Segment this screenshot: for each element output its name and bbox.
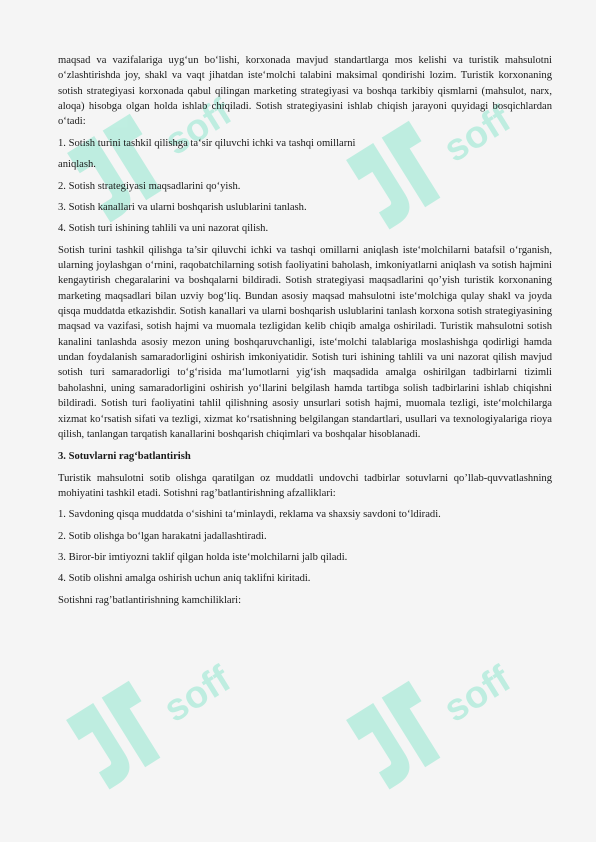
strategy-stage-1-line-1: 1. Sotish turini tashkil qilishga ta‘sir qiluvchi ichki va tashqi omillarni bbox=[58, 137, 356, 149]
advantages-list bbox=[58, 507, 552, 586]
watermark-instance bbox=[66, 635, 245, 789]
watermark-text: soff bbox=[157, 91, 240, 164]
disadvantages-heading: Sotishni rag’batlantirishning kamchiliklari: bbox=[58, 594, 242, 606]
promotion-paragraph: Turistik mahsulotni sotib olishga qaratilgan oz muddatli undovchi tadbirlar sotuvlarni qo’llab-quvvatlashning mohiyatini tashkil etadi. Sotishni rag’batlantirishning afzalliklari: bbox=[58, 472, 552, 499]
strategy-stage-4: 4. Sotish turi ishining tahlili va uni nazorat qilish. bbox=[58, 223, 269, 235]
soff-logo-mark bbox=[346, 681, 452, 790]
strategy-stage-3: 3. Sotish kanallari va ularni boshqarish uslublarini tanlash. bbox=[58, 201, 307, 213]
strategy-stages-list bbox=[58, 136, 552, 237]
watermark-instance bbox=[346, 635, 525, 789]
strategy-stage-2: 2. Sotish strategiyasi maqsadlarini qo‘yish. bbox=[58, 180, 241, 192]
advantage-item-4: 4. Sotib olishni amalga oshirish uchun aniq taklifni kiritadi. bbox=[58, 573, 311, 585]
intro-paragraph: maqsad va vazifalariga uyg‘un bo‘lishi, korxonada mavjud standartlarga mos kelishi va turistik mahsulotni o‘zlashtirishda joy, shakl va vaqt jihatdan iste‘molchi talabini maksimal qondirishi lozim. Turistik korxonaning sotish strategiyasi korxonada qabul qilingan marketing strategiyasi va boshqa tarkibiy qismlarni (mahsulot, narx, aloqa) hisobga olgan holda ishlab chiqiladi. Sotish strategiyasini ishlab chiqish jarayoni quyidagi bosqichlardan o‘tadi: bbox=[58, 55, 552, 128]
analysis-paragraph: Sotish turini tashkil qilishga ta’sir qiluvchi ichki va tashqi omillarni aniqlash iste‘molchilarni batafsil o‘rganish, ularning joylashgan o‘rnini, raqobatchilarning sotish faoliyatini baholash, imkoniyatlarni aniqlash va sotish hajmini kengaytirish chegaralarini va boshqalarni bildiradi. Sotish strategiyasi maqsadlarini qo’yish turistik korxonaning marketing maqsadlari bilan uzviy bog‘liq. Bundan asosiy maqsad mahsulotni iste‘molchiga qulay shakl va joyda qisqa muddatda etkazishdir. Sotish kanallari va ularni boshqarish uslublarini tanlash korxona sotish strategiyasining maqsad va vazifasi, sotish hajmi va muomala tezligidan kelib chiqib amalga oshiriladi. Turistik mahsulotni sotish kanalini tanlashda asosiy mezon uning boshqaruvchanligi, iste‘molchi talablariga moslashishga qodirligi hamda undan foydalanish samaradorligini oshirish imkoniyatidir. Sotish turi ishining tahlili va uni nazorat qilish mavjud sotish turi samaradorligi to‘g‘risida ma‘lumotlarni yig‘ish maqsadida amalga oshirilgan tadbirlarni tizimli baholashni, uning samaradorligini oshirish yo‘llarini belgilash hamda tartibga solish tadbirlarini ishlab chiqishni bildiradi. Sotish turi faoliyatini tahlil qilishning asosiy unsurlari sotish hajmi, muomala tezligi, iste‘molchilarga xizmat ko‘rsatish sifati va tezligi, xizmat ko‘rsatishning belgilangan standartlari, usullari va texnologiyalariga rioya qilish, tanlangan tarqatish kanallarini boshqarish chiqimlari va boshqalar hisoblanadi. bbox=[58, 244, 552, 440]
soff-logo-mark bbox=[66, 681, 172, 790]
advantage-item-2: 2. Sotib olishga bo‘lgan harakatni jadallashtiradi. bbox=[58, 530, 267, 542]
advantage-item-3: 3. Biror-bir imtiyozni taklif qilgan holda iste‘molchilarni jalb qiladi. bbox=[58, 552, 348, 564]
strategy-stage-1-line-2: aniqlash. bbox=[58, 159, 96, 171]
advantage-item-1: 1. Savdoning qisqa muddatda o‘sishini ta‘minlaydi, reklama va shaxsiy savdoni to‘ldiradi. bbox=[58, 509, 441, 521]
watermark-text: soff bbox=[436, 658, 519, 731]
watermark-text: soff bbox=[156, 658, 239, 731]
watermark-text: soff bbox=[436, 98, 519, 171]
section-heading: 3. Sotuvlarni rag‘batlantirish bbox=[58, 451, 191, 463]
document-page bbox=[58, 53, 552, 608]
